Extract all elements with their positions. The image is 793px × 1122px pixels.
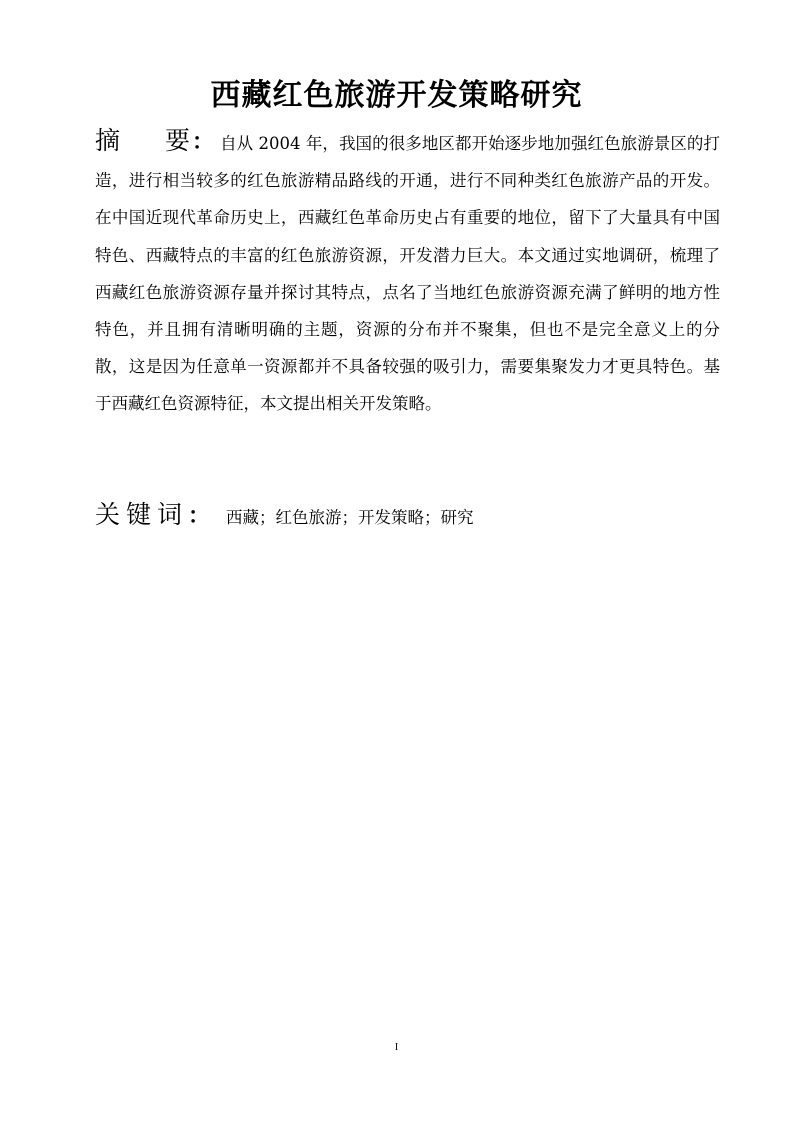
keywords-section — [95, 496, 720, 537]
abstract-text: 自从 2004 年，我国的很多地区都开始逐步地加强红色旅游景区的打造，进行相当较多的红色旅游精品路线的开通，进行不同种类红色旅游产品的开发。在中国近现代革命历史上，西藏红色革命历史占有重要的地位，留下了大量具有中国特色、西藏特点的丰富的红色旅游资源，开发潜力巨大。本文通过实地调研，梳理了西藏红色旅游资源存量并探讨其特点，点名了当地红色旅游资源充满了鲜明的地方性特色，并且拥有清晰明确的主题，资源的分布并不聚集，但也不是完全意义上的分散，这是因为任意单一资源都并不具备较强的吸引力，需要集聚发力才更具特色。基于西藏红色资源特征，本文提出相关开发策略。 — [95, 134, 720, 414]
abstract-label — [95, 122, 214, 161]
keywords-text: 西藏；红色旅游；开发策略；研究 — [226, 508, 474, 527]
page-number: I — [394, 1042, 399, 1053]
keywords-label — [95, 500, 216, 529]
paper-title: 西藏红色旅游开发策略研究 — [210, 78, 583, 113]
keywords-label-text: 关键词 — [95, 500, 189, 529]
abstract-label-char1: 摘 — [95, 126, 121, 155]
keywords-label-colon: ： — [188, 504, 217, 529]
abstract-section — [95, 122, 720, 423]
abstract-label-colon: ： — [192, 130, 215, 155]
abstract-label-char2: 要 — [165, 126, 191, 155]
